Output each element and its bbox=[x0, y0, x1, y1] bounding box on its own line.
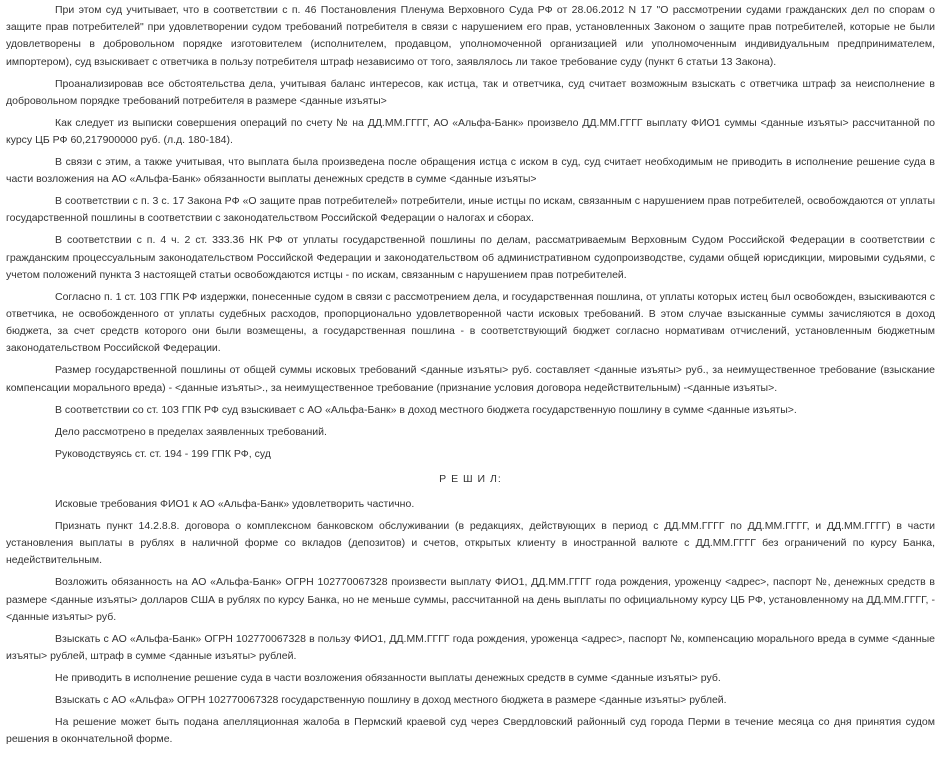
decision-item-state-duty: Взыскать с АО «Альфа» ОГРН 102770067328 государственную пошлину в доход местного бюджета в размере <данные изъяты> рублей. bbox=[55, 694, 727, 707]
decision-item-payment-obligation: Возложить обязанность на АО «Альфа-Банк» ОГРН 102770067328 произвести выплату ФИО1, ДД.ММ.ГГГГ года рождения, уроженцу <адрес>, паспорт №, денежных средств в размере <данные изъяты> долларов США в рублях по курсу Банка, но не меньше суммы, рассчитанной на день выплаты по официальному курсу ЦБ РФ, установленному на ДД.ММ.ГГГГ, - <данные изъяты> руб. bbox=[6, 576, 935, 623]
decision-item-appeal: На решение может быть подана апелляционная жалоба в Пермский краевой суд через Свердловский районный суд города Перми в течение месяца со дня принятия судом решения в окончательной форме. bbox=[6, 716, 935, 746]
paragraph-consumer-law: В соответствии с п. 3 с. 17 Закона РФ «О защите прав потребителей» потребители, иные истцы по искам, связанным с нарушением прав потребителей, освобождаются от уплаты государственной пошлины в соответствии с законодательством Российской Федерации о налогах и сборах. bbox=[6, 195, 935, 225]
paragraph-account-statement: Как следует из выписки совершения операций по счету № на ДД.ММ.ГГГГ, АО «Альфа-Банк» произвело ДД.ММ.ГГГГ выплату ФИО1 суммы <данные изъяты> рассчитанной по курсу ЦБ РФ 60,217900000 руб. (л.д. 180-184). bbox=[6, 116, 935, 147]
paragraph-fine-decision: Проанализировав все обстоятельства дела, учитывая баланс интересов, как истца, так и ответчика, суд считает возможным взыскать с ответчика штраф за неисполнение в добровольном порядке требований потребителя в размере <данные изъяты> bbox=[6, 77, 935, 107]
paragraph-tax-code: В соответствии с п. 4 ч. 2 ст. 333.36 НК РФ от уплаты государственной пошлины по делам, рассматриваемым Верховным Судом Российской Федерации в соответствии с гражданским процессуальным законодательством Российской Федерации и законодательством об административном судопроизводстве, судами общей юрисдикции, мировыми судьями, с учетом положений пункта 3 настоящей статьи освобождаются истцы - по искам, связанным с нарушением прав потребителей. bbox=[6, 234, 935, 281]
paragraph-fine-rule: При этом суд учитывает, что в соответствии с п. 46 Постановления Пленума Верховного Суда РФ от 28.06.2012 N 17 "О рассмотрении судами гражданских дел по спорам о защите прав потребителей" при удовлетворении судом требований потребителя в связи с нарушением его прав, установленных Законом о защите прав потребителей, которые не были удовлетворены в добровольном порядке изготовителем (исполнителем, продавцом, уполномоченной организацией или уполномоченным индивидуальным предпринимателем, импортером), суд взыскивает с ответчика в пользу потребителя штраф независимо от того, заявлялось ли такое требование суду (пункт 6 статьи 13 Закона). bbox=[6, 4, 935, 68]
paragraph-duty-collection: В соответствии со ст. 103 ГПК РФ суд взыскивает с АО «Альфа-Банк» в доход местного бюджета государственную пошлину в сумме <данные изъяты>. bbox=[55, 403, 797, 416]
decision-item-not-enforce: Не приводить в исполнение решение суда в части возложения обязанности выплаты денежных средств в сумме <данные изъяты> руб. bbox=[55, 672, 721, 685]
paragraph-duty-amount: Размер государственной пошлины от общей суммы исковых требований <данные изъяты> руб. составляет <данные изъяты> руб., за неимущественное требование (взыскание компенсации морального вреда) - <данные изъяты>., за неимущественное требование (признание условия договора недействительным) -<данные изъяты>. bbox=[6, 364, 935, 394]
decision-item-compensation: Взыскать с АО «Альфа-Банк» ОГРН 102770067328 в пользу ФИО1, ДД.ММ.ГГГГ года рождения, уроженца <адрес>, паспорт №, компенсацию морального вреда в сумме <данные изъяты> рублей, штраф в сумме <данные изъяты> рублей. bbox=[6, 632, 935, 663]
document-body bbox=[6, 2, 935, 753]
paragraph-scope: Дело рассмотрено в пределах заявленных требований. bbox=[55, 425, 327, 438]
decision-heading: Р Е Ш И Л: bbox=[439, 472, 502, 485]
paragraph-not-enforce: В связи с этим, а также учитывая, что выплата была произведена после обращения истца с иском в суд, суд считает необходимым не приводить в исполнение решение суда в части возложения на АО «Альфа-Банк» обязанности выплаты денежных средств в сумме <данные изъяты> bbox=[6, 156, 935, 186]
decision-item-invalid-clause: Признать пункт 14.2.8.8. договора о комплексном банковском обслуживании (в редакциях, действующих в период с ДД.ММ.ГГГГ по ДД.ММ.ГГГГ, и ДД.ММ.ГГГГ) в части установления выплаты в рублях в наличной форме со вкладов (депозитов) и счетов, открытых клиенту в иностранной валюте с ДД.ММ.ГГГГ без ограничений по курсу Банка, недействительным. bbox=[6, 520, 935, 567]
decision-item-partial: Исковые требования ФИО1 к АО «Альфа-Банк» удовлетворить частично. bbox=[55, 498, 415, 511]
paragraph-guided-by: Руководствуясь ст. ст. 194 - 199 ГПК РФ, суд bbox=[55, 447, 271, 460]
paragraph-court-costs: Согласно п. 1 ст. 103 ГПК РФ издержки, понесенные судом в связи с рассмотрением дела, и государственная пошлина, от уплаты которых истец был освобожден, взыскиваются с ответчика, не освобожденного от уплаты судебных расходов, пропорционально удовлетворенной части исковых требований. В этом случае взысканные суммы зачисляются в доход бюджета, за счет средств которого они были возмещены, а государственная пошлина - в соответствующий бюджет согласно нормативам отчислений, установленным бюджетным законодательством Российской Федерации. bbox=[6, 290, 935, 355]
